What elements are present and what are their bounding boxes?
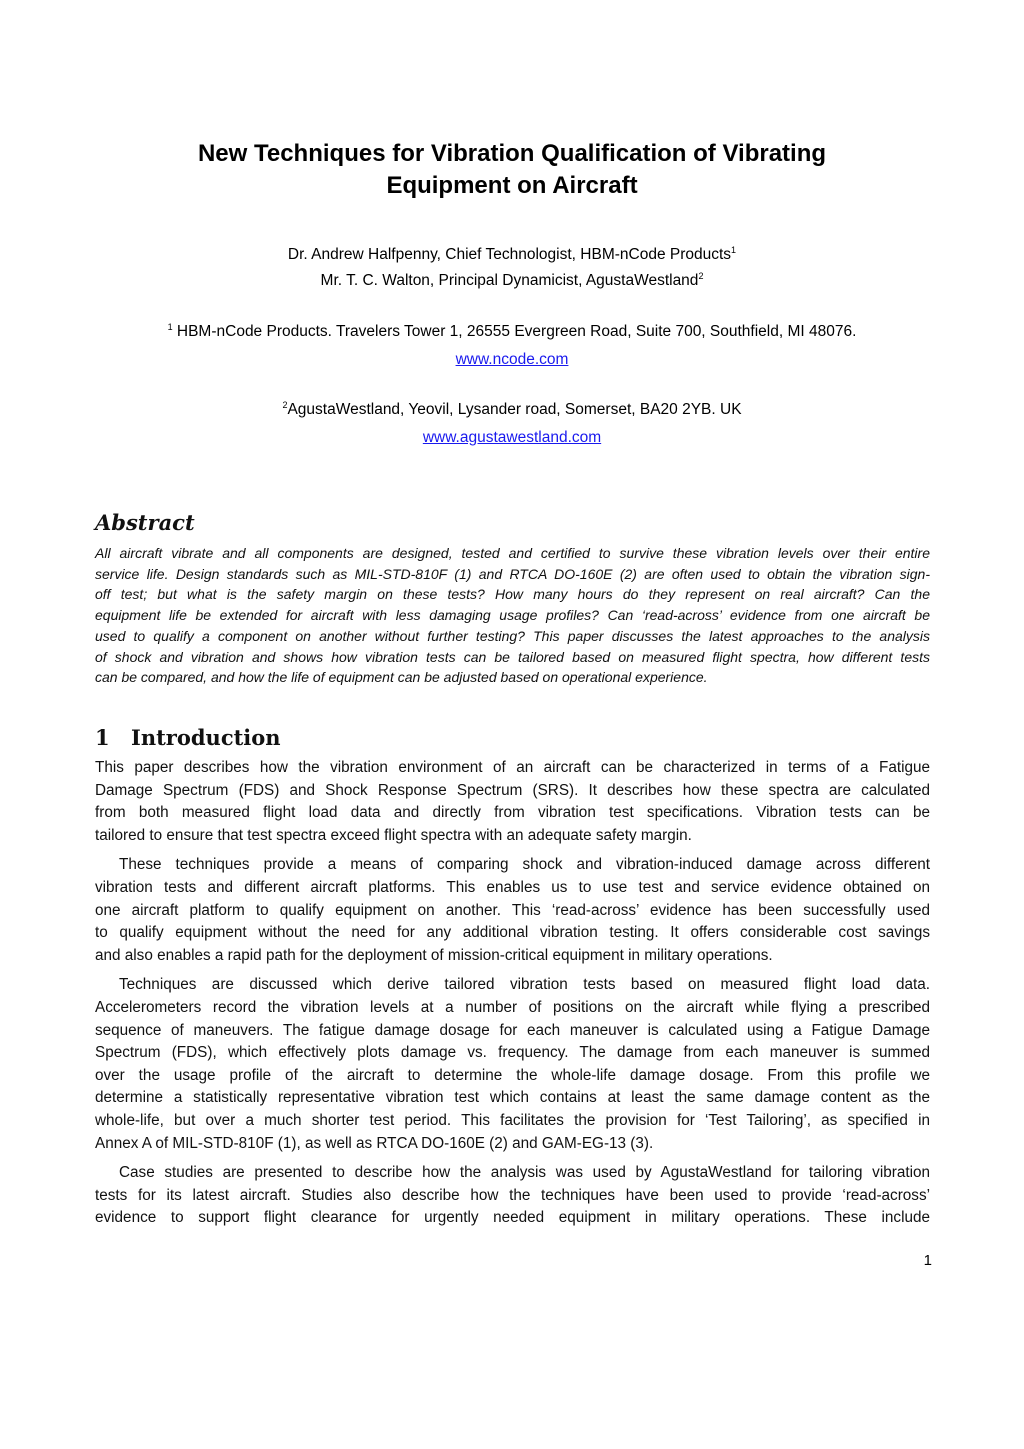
paragraph-line: evidence to support flight clearance for urgently needed equipment in military operations. These include [95, 1209, 930, 1227]
paragraph-line: Annex A of MIL-STD-810F (1), as well as RTCA DO-160E (2) and GAM-EG-13 (3). [95, 1134, 654, 1152]
author-2: Mr. T. C. Walton, Principal Dynamicist, AgustaWestland$^2$ [320, 270, 704, 289]
author-1: Dr. Andrew Halfpenny, Chief Technologist, HBM-nCode Products$^1$ [287, 244, 737, 263]
paragraph-line: sequence of maneuvers. The fatigue damage dosage for each maneuver is calculated using a Fatigue Damage [95, 1021, 930, 1039]
abstract-line: equipment life be extended for aircraft with less damaging usage profiles? Can ‘read-across’ evidence from one aircraft be [95, 607, 930, 624]
abstract-line: All aircraft vibrate and all components are designed, tested and certified to survive these vibration levels over their entire [95, 545, 930, 561]
affiliation-2-superscript: 2 [282, 399, 288, 410]
paragraph-line: one aircraft platform to qualify equipment on another. This ‘read-across’ evidence has been successfully used [95, 901, 930, 919]
paper-title [130, 138, 894, 202]
paragraph-line: vibration tests and different aircraft platforms. This enables us to use test and service evidence obtained on [95, 878, 930, 896]
paragraph-line: to qualify equipment without the need for any additional vibration testing. It offers considerable cost savings [95, 924, 930, 942]
paragraph-3 [95, 974, 930, 1155]
affiliation-2-address: AgustaWestland, Yeovil, Lysander road, Somerset, BA20 2YB. UK [287, 401, 742, 418]
section-title: Introduction [131, 725, 281, 750]
paragraph-line: Accelerometers record the vibration levels at a number of positions on the aircraft while flying a prescribed [95, 998, 930, 1016]
paragraph-1 [95, 757, 930, 847]
paragraph-line: Damage Spectrum (FDS) and Shock Response Spectrum (SRS). It describes how these spectra are calculated [95, 781, 930, 799]
paragraph-line: from both measured flight load data and directly from vibration test specifications. Vibration tests can be [95, 804, 930, 822]
author-2-superscript: 2 [698, 270, 704, 281]
title-line-1: New Techniques for Vibration Qualification of Vibrating [197, 140, 827, 167]
affiliation-1-superscript: 1 [167, 321, 173, 332]
abstract-line: off test; but what is the safety margin on these tests? How many hours do they represent on real aircraft? Can the [95, 586, 930, 603]
section-number: 1 [95, 725, 110, 750]
abstract-line: service life. Design standards such as MIL-STD-810F (1) and RTCA DO-160E (2) are often used to obtain the vibration sign- [95, 565, 930, 582]
author-list [100, 242, 924, 294]
abstract-line: used to qualify a component on another without further testing? This paper discusses the latest approaches to the analysis [95, 627, 930, 644]
affiliation-2-link[interactable]: www.agustawestland.com [422, 429, 602, 446]
affiliation-1-link[interactable]: www.ncode.com [455, 351, 569, 368]
affiliation-1 [60, 318, 964, 374]
affiliation-1-address: HBM-nCode Products. Travelers Tower 1, 26555 Evergreen Road, Suite 700, Southfield, MI 48076. [172, 323, 857, 340]
author-1-superscript: 1 [731, 244, 737, 255]
abstract-heading: Abstract [95, 510, 195, 535]
paragraph-line: over the usage profile of the aircraft to determine the whole-life damage dosage. From this profile we [95, 1066, 930, 1084]
title-line-2: Equipment on Aircraft [386, 172, 638, 199]
affiliation-2 [60, 396, 964, 452]
abstract-line: can be compared, and how the life of equipment can be adjusted based on operational experience. [95, 669, 708, 686]
paragraph-line: whole-life, but over a much shorter test period. This facilitates the provision for ‘Test Tailoring’, as specified in [95, 1111, 930, 1129]
paragraph-line: This paper describes how the vibration environment of an aircraft can be characterized in terms of a Fatigue [95, 759, 930, 776]
paragraph-line: Techniques are discussed which derive tailored vibration tests based on measured flight load data. [119, 976, 930, 994]
paragraph-line: Spectrum (FDS), which effectively plots damage vs. frequency. The damage from each maneuver is summed [95, 1044, 930, 1062]
paragraph-line: These techniques provide a means of comparing shock and vibration-induced damage across different [119, 856, 930, 874]
paragraph-4 [95, 1162, 930, 1230]
abstract-line: of shock and vibration and shows how vibration tests can be tailored based on measured flight spectra, how different tests [95, 648, 930, 665]
abstract-text [95, 543, 930, 688]
section-body [95, 757, 930, 1237]
paragraph-line: tailored to ensure that test spectra exceed flight spectra with an adequate safety margin. [95, 826, 692, 844]
paragraph-line: tests for its latest aircraft. Studies also describe how the techniques have been used to provide ‘read-across’ [95, 1186, 930, 1204]
paragraph-line: Case studies are presented to describe how the analysis was used by AgustaWestland for tailoring vibration [119, 1164, 930, 1182]
section-heading-introduction [95, 722, 281, 754]
paragraph-line: and also enables a rapid path for the deployment of mission-critical equipment in military operations. [95, 946, 773, 964]
paragraph-line: determine a statistically representative vibration test which contains at least the same damage content as the [95, 1089, 930, 1107]
page-number: 1 [923, 1252, 932, 1269]
paragraph-2 [95, 854, 930, 967]
